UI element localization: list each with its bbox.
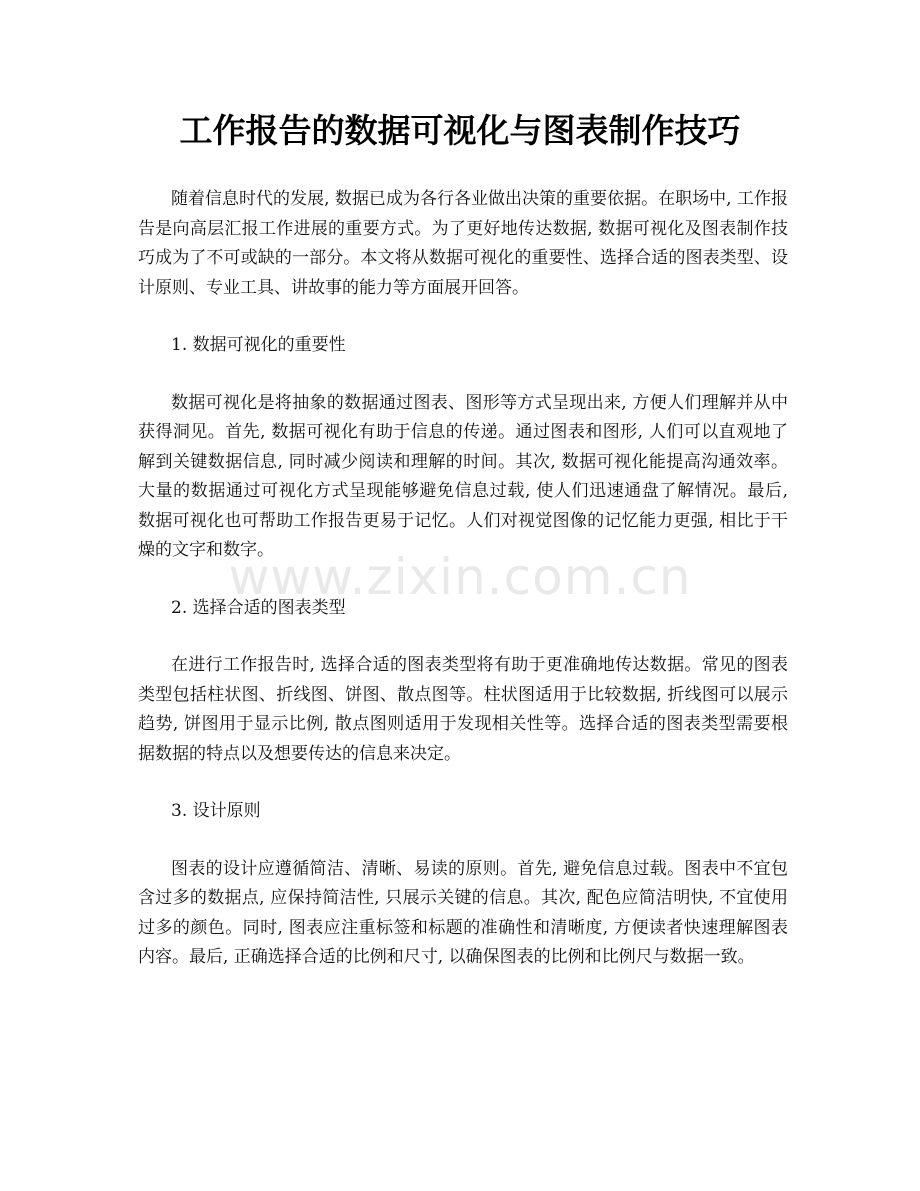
section-heading-1: 1. 数据可视化的重要性 (171, 335, 346, 355)
section-body-3: 图表的设计应遵循简洁、清晰、易读的原则。首先, 避免信息过载。图表中不宜包含过多的数据点, 应保持简洁性, 只展示关键的信息。其次, 配色应简洁明快, 不宜使用过多的颜色。同时, 图表应注重标签和标题的准确性和清晰度, 方便读者快速理解图表内容。最后, 正确选择合适的比例和尺寸, 以确保图表的比例和比例尺与数据一致。 (138, 858, 788, 967)
watermark: www.zixin.com.cn (228, 548, 692, 606)
section-body-1: 数据可视化是将抽象的数据通过图表、图形等方式呈现出来, 方便人们理解并从中获得洞见。首先, 数据可视化有助于信息的传递。通过图表和图形, 人们可以直观地了解到关键数据信息, 同时减少阅读和理解的时间。其次, 数据可视化能提高沟通效率。大量的数据通过可视化方式呈现能够避免信息过载, 使人们迅速通盘了解情况。最后, 数据可视化也可帮助工作报告更易于记忆。人们对视觉图像的记忆能力更强, 相比于干燥的文字和数字。 (138, 392, 788, 560)
intro-paragraph: 随着信息时代的发展, 数据已成为各行各业做出决策的重要依据。在职场中, 工作报告是向高层汇报工作进展的重要方式。为了更好地传达数据, 数据可视化及图表制作技巧成为了不可或缺的一部分。本文将从数据可视化的重要性、选择合适的图表类型、设计原则、专业工具、讲故事的能力等方面展开回答。 (138, 189, 788, 298)
section-heading-2: 2. 选择合适的图表类型 (171, 597, 346, 618)
section-body-2: 在进行工作报告时, 选择合适的图表类型将有助于更准确地传达数据。常见的图表类型包括柱状图、折线图、饼图、散点图等。柱状图适用于比较数据, 折线图可以展示趋势, 饼图用于显示比例, 散点图则适用于发现相关性等。选择合适的图表类型需要根据数据的特点以及想要传达的信息来决定。 (138, 655, 788, 764)
page-title: 工作报告的数据可视化与图表制作技巧 (179, 111, 741, 150)
section-heading-3: 3. 设计原则 (171, 801, 261, 821)
document-body (138, 185, 788, 1001)
